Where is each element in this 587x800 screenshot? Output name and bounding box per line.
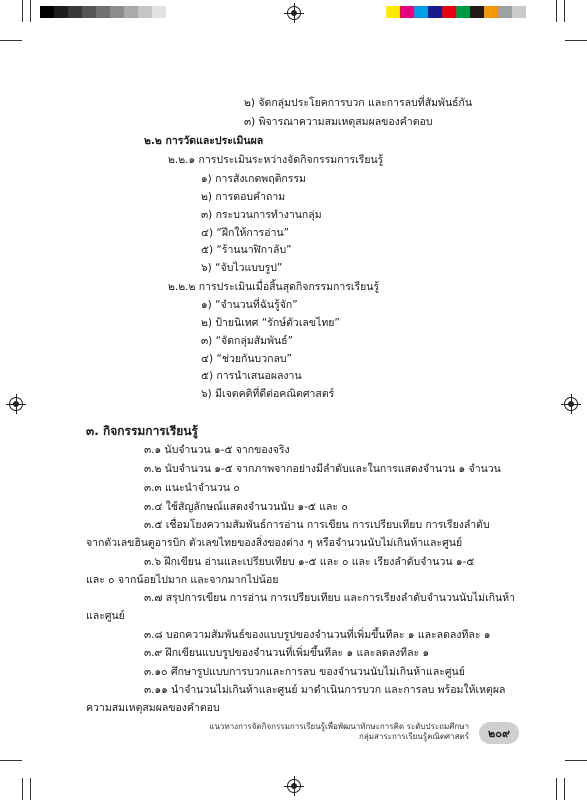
crop-mark — [0, 40, 22, 41]
crop-mark — [556, 0, 557, 22]
activity-item: ๓.๖ ฝึกเขียน อ่านและเปรียบเทียบ ๑-๕ และ ๐ และ เรียงลำดับจำนวน ๑-๕ — [144, 556, 475, 568]
gray-swatch — [40, 6, 54, 18]
grayscale-color-bar — [40, 6, 180, 18]
activity-item: ๓.๓ แนะนำจำนวน ๐ — [144, 482, 240, 494]
color-swatch — [526, 6, 540, 18]
color-swatch — [498, 6, 512, 18]
gray-swatch — [96, 6, 110, 18]
color-swatch — [414, 6, 428, 18]
activity-item: ๓.๕ เชื่อมโยงความสัมพันธ์การอ่าน การเขียน การเปรียบเทียบ การเรียงลำดับ — [144, 519, 490, 531]
list-item: ๔) “ฝึกให้การอ่าน” — [201, 227, 290, 239]
color-swatch — [512, 6, 526, 18]
list-item: ๓) “จัดกลุ่มสัมพันธ์” — [201, 335, 294, 347]
list-item: ๕) “ร้านนาฬิกาลับ” — [201, 244, 292, 256]
activity-item: ๓.๙ ฝึกเขียนแบบรูปของจำนวนที่เพิ่มขึ้นทีละ ๑ และลดลงทีละ ๑ — [144, 647, 430, 659]
page-number: ๒๐๙ — [479, 722, 519, 744]
activity-item: ๓.๑๑ นำจำนวนไม่เกินห้าและศูนย์ มาดำเนินการบวก และการลบ พร้อมให้เหตุผล — [144, 684, 506, 696]
registration-mark-top — [287, 6, 301, 20]
crop-mark — [565, 760, 587, 761]
crop-mark — [0, 760, 22, 761]
crop-mark — [22, 0, 23, 22]
activity-item-continued: และศูนย์ — [86, 610, 125, 622]
list-item: ๖) มีเจตคติที่ดีต่อคณิตศาสตร์ — [201, 388, 335, 400]
activity-item: ๓.๒ นับจำนวน ๑-๕ จากภาพจากอย่างมีลำดับและในการแสดงจำนวน ๑ จำนวน — [144, 463, 501, 475]
gray-swatch — [124, 6, 138, 18]
activity-item: ๓.๘ บอกความสัมพันธ์ของแบบรูปของจำนวนที่เพิ่มขึ้นทีละ ๑ และลดลงทีละ ๑ — [144, 629, 491, 641]
activity-item-continued: และ ๐ จากน้อยไปมาก และจากมากไปน้อย — [86, 574, 279, 586]
crop-mark — [556, 778, 557, 800]
gray-swatch — [166, 6, 180, 18]
subsection-heading: ๒.๒.๒ การประเมินเมื่อสิ้นสุดกิจกรรมการเรียนรู้ — [168, 281, 380, 293]
crop-mark — [564, 0, 565, 22]
footer-title — [169, 722, 469, 742]
gray-swatch — [82, 6, 96, 18]
list-item: ๒) การตอบคำถาม — [201, 191, 286, 203]
crop-mark — [30, 0, 31, 22]
registration-mark-left — [9, 397, 23, 411]
process-color-bar — [386, 6, 540, 18]
gray-swatch — [138, 6, 152, 18]
gray-swatch — [68, 6, 82, 18]
list-item: ๒) ป้ายนิเทศ “รักษ์ตัวเลขไทย” — [201, 317, 340, 329]
registration-mark-bottom — [287, 779, 301, 793]
activity-item: ๓.๑๐ ศึกษารูปแบบการบวกและการลบ ของจำนวนนับไม่เกินห้าและศูนย์ — [144, 666, 465, 678]
list-item: ๑) การสังเกตพฤติกรรม — [201, 173, 306, 185]
activity-item: ๓.๑ นับจำนวน ๑-๕ จากของจริง — [144, 444, 290, 456]
color-swatch — [470, 6, 484, 18]
list-item: ๑) “จำนวนที่ฉันรู้จัก” — [201, 299, 298, 311]
footer-line-2: กลุ่มสาระการเรียนรู้คณิตศาสตร์ — [358, 732, 469, 741]
activity-item-continued: จากตัวเลขฮินดูอารบิก ตัวเลขไทยของสิ่งของต่าง ๆ หรือจำนวนนับไม่เกินห้าและศูนย์ — [86, 537, 463, 549]
list-item: ๓) กระบวนการทำงานกลุ่ม — [201, 209, 322, 221]
color-swatch — [428, 6, 442, 18]
gray-swatch — [110, 6, 124, 18]
gray-swatch — [54, 6, 68, 18]
gray-swatch — [152, 6, 166, 18]
color-swatch — [442, 6, 456, 18]
activity-item: ๓.๔ ใช้สัญลักษณ์แสดงจำนวนนับ ๑-๕ และ ๐ — [144, 501, 348, 513]
crop-mark — [564, 778, 565, 800]
list-item: ๓) พิจารณาความสมเหตุสมผลของคำตอบ — [244, 116, 433, 128]
list-item: ๒) จัดกลุ่มประโยคการบวก และการลบที่สัมพันธ์กัน — [244, 97, 473, 109]
section-heading: ๒.๒ การวัดและประเมินผล — [144, 135, 264, 147]
crop-mark — [565, 40, 587, 41]
color-swatch — [386, 6, 400, 18]
crop-mark — [30, 778, 31, 800]
section-heading: ๓. กิจกรรมการเรียนรู้ — [86, 424, 198, 438]
activity-item-continued: ความสมเหตุสมผลของคำตอบ — [86, 702, 220, 714]
footer-line-1: แนวทางการจัดกิจกรรมการเรียนรู้เพื่อพัฒนาทักษะการคิด ระดับประถมศึกษา — [209, 722, 469, 731]
activity-item: ๓.๗ สรุปการเขียน การอ่าน การเปรียบเทียบ และการเรียงลำดับจำนวนนับไม่เกินห้า — [144, 592, 516, 604]
list-item: ๔) “ช่วยกันบวกลบ” — [201, 353, 292, 365]
registration-mark-right — [564, 397, 578, 411]
color-swatch — [484, 6, 498, 18]
subsection-heading: ๒.๒.๑ การประเมินระหว่างจัดกิจกรรมการเรียนรู้ — [168, 154, 384, 166]
crop-mark — [22, 778, 23, 800]
list-item: ๕) การนำเสนอผลงาน — [201, 370, 302, 382]
color-swatch — [400, 6, 414, 18]
color-swatch — [456, 6, 470, 18]
list-item: ๖) “จับไวแบบรูป” — [201, 262, 283, 274]
